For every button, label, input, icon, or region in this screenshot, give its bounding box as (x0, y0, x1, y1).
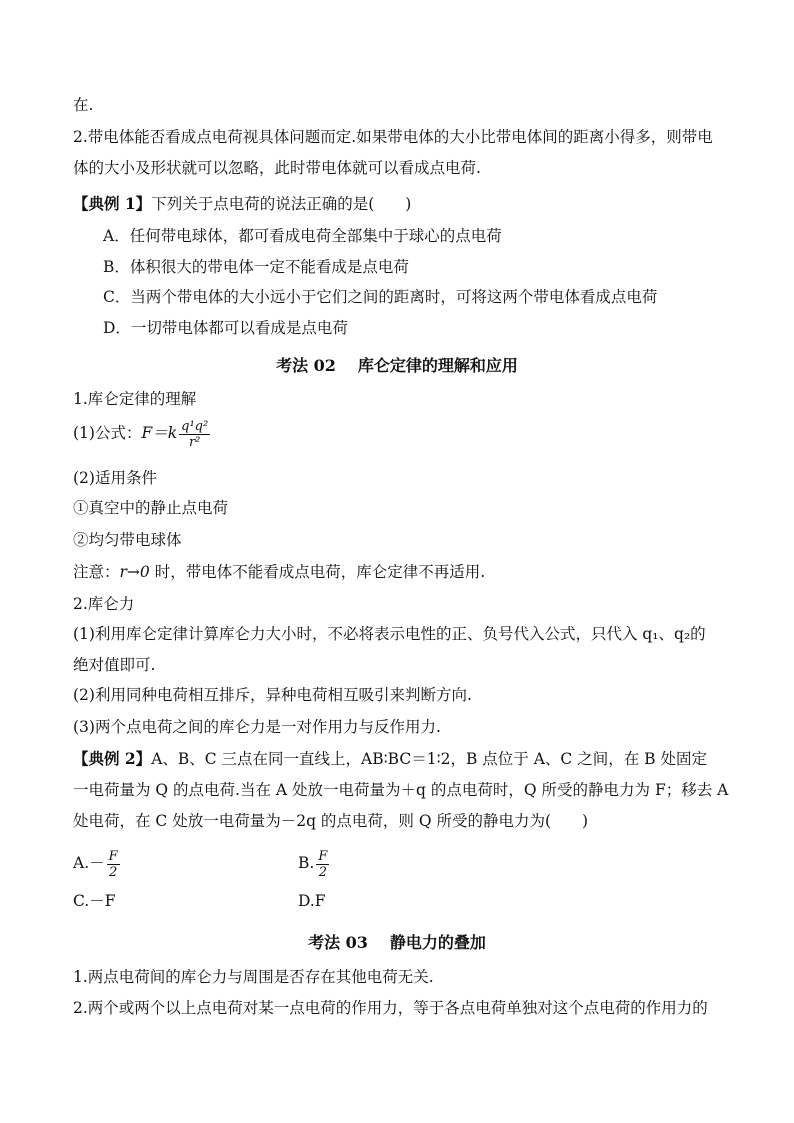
option-b-label: B. (298, 854, 315, 872)
example-1-option-a: A．任何带电球体，都可看成电荷全部集中于球心的点电荷 (103, 227, 502, 245)
intro-line-2: 2.带电体能否看成点电荷视具体问题而定.如果带电体的大小比带电体间的距离小得多，则带电 (73, 128, 713, 146)
section-3-number: 考法 03 (308, 933, 368, 952)
option-a-label: A.－ (73, 854, 105, 872)
note-prefix: 注意： (73, 563, 120, 581)
option-b-numerator: F (318, 848, 328, 864)
intro-line-3: 体的大小及形状就可以忽略，此时带电体就可以看成点电荷. (73, 159, 481, 177)
condition-1: ①真空中的静止点电荷 (73, 499, 229, 517)
example-1-option-d: D．一切带电体都可以看成是点电荷 (103, 319, 348, 337)
example-1-text: 下列关于点电荷的说法正确的是( ) (151, 195, 412, 213)
option-a-fraction (107, 849, 120, 880)
coulomb-force-p1a: (1)利用库仑定律计算库仑力大小时，不必将表示电性的正、负号代入公式，只代入 q₁、q₂的 (73, 625, 706, 643)
section-2-sub-2: 2.库仑力 (73, 595, 135, 613)
example-2-line-1 (73, 748, 707, 770)
section-3-line-1: 1.两点电荷间的库仑力与周围是否存在其他电荷无关. (73, 968, 434, 986)
example-1-question (73, 193, 411, 215)
example-1-tag: 【典例 1】 (73, 194, 152, 213)
example-2-option-c: C.－F (73, 892, 116, 910)
coulomb-force-p3: (3)两个点电荷之间的库仑力是一对作用力与反作用力. (73, 718, 441, 736)
formula-fraction (179, 419, 210, 450)
note-line (73, 561, 485, 583)
example-2-option-d: D.F (298, 892, 326, 910)
intro-line-1: 在. (73, 96, 94, 114)
example-2-tag: 【典例 2】 (73, 749, 152, 768)
formula-denominator: r² (188, 434, 201, 450)
formula-lhs: F＝k (141, 424, 178, 442)
example-2-line-3: 处电荷，在 C 处放一电荷量为－2q 的点电荷，则 Q 所受的静电力为( ) (73, 812, 589, 830)
section-2-title: 库仑定律的理解和应用 (357, 356, 518, 375)
option-b-denominator: 2 (318, 864, 327, 880)
section-3-heading (0, 932, 794, 954)
example-2-option-a (73, 846, 122, 880)
example-1-option-b: B．体积很大的带电体一定不能看成是点电荷 (103, 258, 409, 276)
conditions-label: (2)适用条件 (73, 469, 157, 487)
note-r: r→0 (119, 563, 150, 581)
section-2-heading (0, 355, 794, 377)
section-3-line-2: 2.两个或两个以上点电荷对某一点电荷的作用力，等于各点电荷单独对这个点电荷的作用力的 (73, 999, 708, 1017)
option-b-fraction (316, 849, 329, 880)
example-1-option-c: C．当两个带电体的大小远小于它们之间的距离时，可将这两个带电体看成点电荷 (103, 288, 658, 306)
section-2-sub-1: 1.库仑定律的理解 (73, 390, 197, 408)
option-a-numerator: F (108, 848, 118, 864)
condition-2: ②均匀带电球体 (73, 531, 182, 549)
note-text: 时，带电体不能看成点电荷，库仑定律不再适用. (149, 563, 486, 581)
section-3-title: 静电力的叠加 (389, 933, 486, 952)
option-a-denominator: 2 (109, 864, 118, 880)
example-2-line-2: 一电荷量为 Q 的点电荷.当在 A 处放一电荷量为＋q 的点电荷时，Q 所受的静电力为 F；移去 A (73, 781, 729, 799)
coulomb-force-p1b: 绝对值即可. (73, 656, 156, 674)
coulomb-formula (73, 418, 212, 450)
example-2-option-b (298, 846, 331, 880)
formula-label: (1)公式： (73, 424, 142, 442)
section-2-number: 考法 02 (276, 356, 336, 375)
coulomb-force-p2: (2)利用同种电荷相互排斥，异种电荷相互吸引来判断方向. (73, 686, 472, 704)
formula-numerator: q¹q² (181, 418, 209, 434)
example-2-text-1: A、B、C 三点在同一直线上，AB∶BC＝1∶2，B 点位于 A、C 之间，在 B 处固定 (151, 750, 707, 768)
